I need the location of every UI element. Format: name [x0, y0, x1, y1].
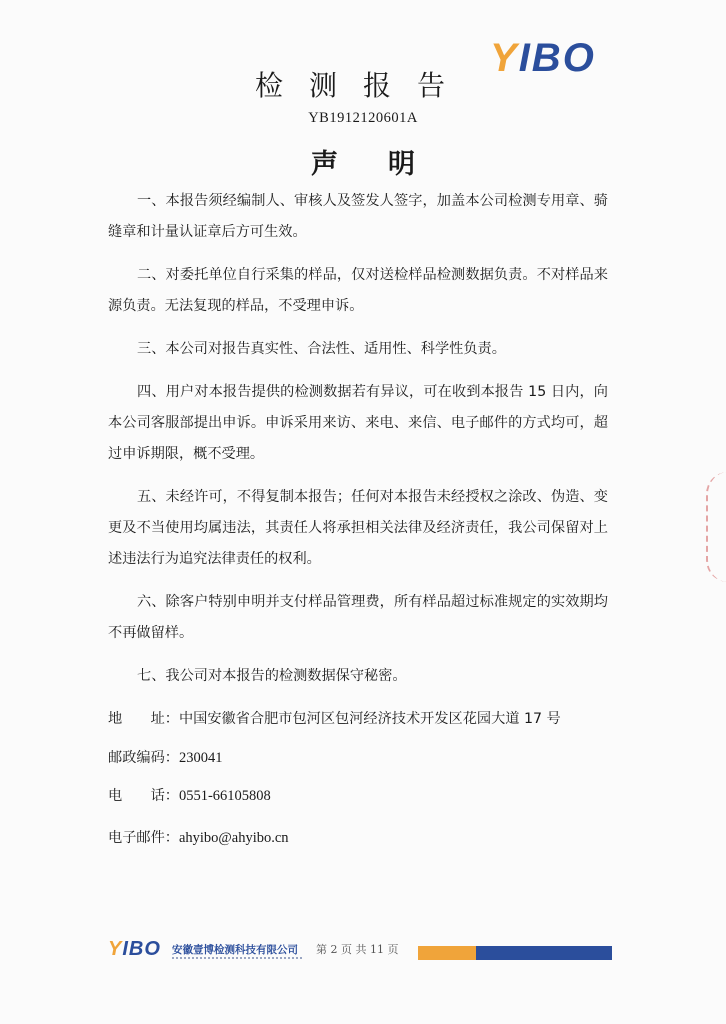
postcode-line [108, 747, 222, 767]
report-number: YB1912120601A [308, 110, 418, 126]
page-indicator: 第 2 页 共 11 页 [316, 943, 399, 956]
clause-3: 三、本公司对报告真实性、合法性、适用性、科学性负责。 [137, 341, 506, 357]
email-label: 电子邮件： [108, 830, 179, 846]
seal-stamp-edge [706, 472, 726, 582]
declaration-heading: 声明 [311, 149, 465, 180]
postcode-value: 230041 [178, 750, 223, 766]
declaration-body [108, 186, 608, 704]
footer-logo-y: Y [108, 938, 123, 960]
address-label: 地 址： [108, 711, 179, 727]
footer-bar-blue [476, 946, 612, 960]
email-line [108, 827, 289, 847]
phone-label: 电 话： [108, 788, 179, 804]
address-line [108, 708, 561, 728]
phone-line [108, 785, 271, 805]
postcode-label: 邮政编码： [108, 750, 179, 766]
clause-1: 一、本报告须经编制人、审核人及签发人签字，加盖本公司检测专用章、骑缝章和计量认证章后方可生效。 [108, 193, 608, 240]
clause-6: 六、除客户特别申明并支付样品管理费，所有样品超过标准规定的实效期均不再做留样。 [108, 594, 608, 641]
phone-value: 0551-66105808 [178, 788, 271, 804]
footer-dotted-rule [172, 957, 302, 961]
clause-4: 四、用户对本报告提供的检测数据若有异议，可在收到本报告 15 日内，向本公司客服部提出申诉。申诉采用来访、来电、来信、电子邮件的方式均可，超过申诉期限，概不受理。 [108, 384, 608, 462]
clause-2: 二、对委托单位自行采集的样品，仅对送检样品检测数据负责。不对样品来源负责。无法复现的样品，不受理申诉。 [108, 267, 608, 314]
clause-7: 七、我公司对本报告的检测数据保守秘密。 [137, 668, 407, 684]
footer-company-name: 安徽壹博检测科技有限公司 [172, 944, 298, 956]
logo-letters: IBO [518, 36, 596, 80]
address-value: 中国安徽省合肥市包河区包河经济技术开发区花园大道 17 号 [178, 711, 561, 727]
clause-5: 五、未经许可，不得复制本报告；任何对本报告未经授权之涂改、伪造、变更及不当使用均属违法，其责任人将承担相关法律及经济责任，我公司保留对上述违法行为追究法律责任的权利。 [108, 489, 608, 567]
logo-letter-y: Y [490, 36, 519, 80]
footer-logo-letters: IBO [122, 938, 161, 960]
footer-logo [108, 938, 161, 961]
email-value: ahyibo@ahyibo.cn [178, 830, 289, 846]
document-title: 检测报告 [254, 69, 471, 102]
footer-bar-orange [418, 946, 476, 960]
